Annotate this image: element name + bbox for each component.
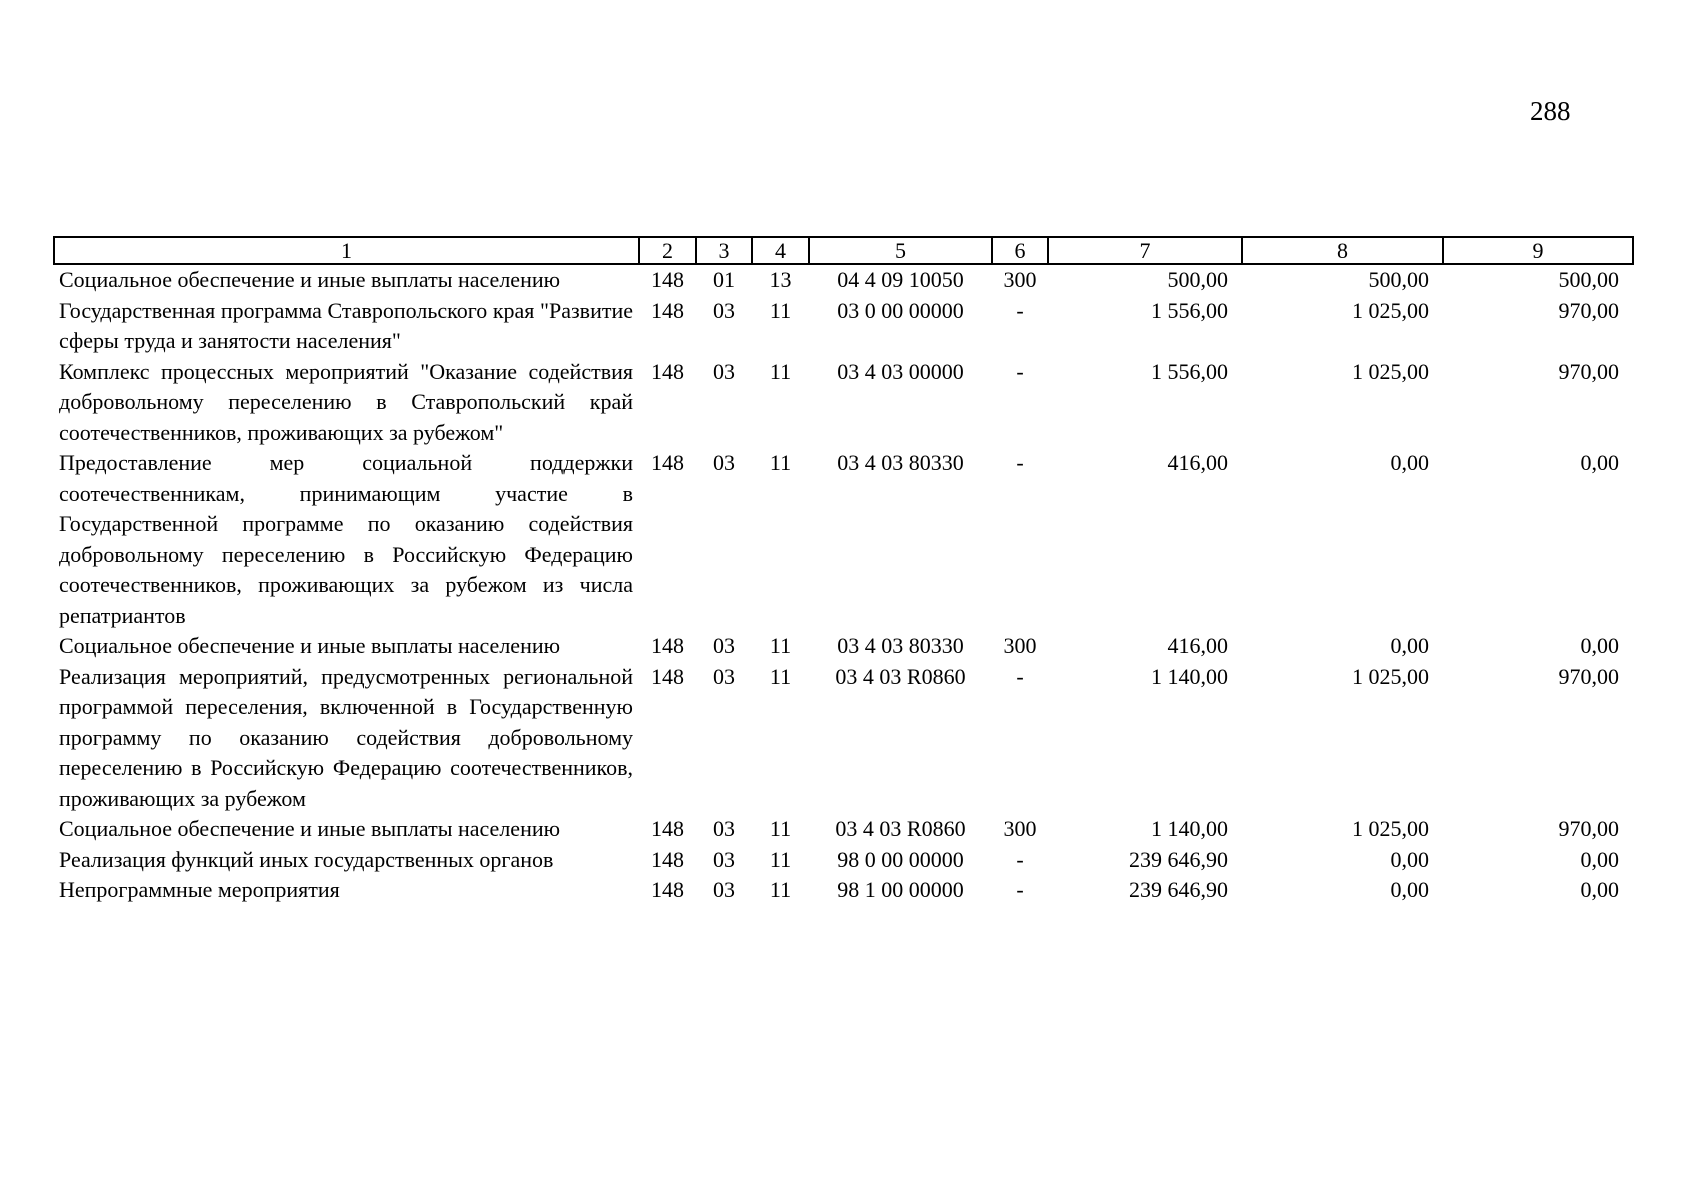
column-header: 9 [1443,237,1633,264]
table-row [54,448,1633,631]
row-name: Социальное обеспечение и иные выплаты населению [59,633,561,658]
cell-amount-8: 1 025,00 [1352,358,1429,384]
cell-ministry-code: 148 [651,846,684,872]
cell-expense-type: - [1016,450,1024,475]
cell-expense-type: - [1016,358,1024,384]
cell-subsection: 13 [769,267,792,292]
cell-amount-8: 0,00 [1390,877,1429,902]
column-header: 8 [1242,237,1443,264]
table-row [54,814,1633,845]
cell-section: 03 [713,816,735,841]
cell-subsection: 11 [769,358,792,384]
cell-amount-7: 416,00 [1167,633,1228,658]
column-header: 2 [639,237,696,264]
table-row [54,357,1633,449]
cell-section: 03 [713,846,735,872]
cell-ministry-code: 148 [651,297,684,323]
cell-target-article: 03 0 00 00000 [837,297,964,323]
column-header: 4 [752,237,809,264]
cell-ministry-code: 148 [651,663,684,689]
column-header: 3 [696,237,752,264]
row-name: Социальное обеспечение и иные выплаты населению [59,267,561,292]
cell-section: 03 [713,358,735,384]
cell-amount-8: 500,00 [1368,267,1429,292]
cell-amount-8: 1 025,00 [1352,663,1429,689]
row-name: Непрограммные мероприятия [59,877,340,902]
cell-expense-type: 300 [1003,633,1037,658]
cell-target-article: 98 0 00 00000 [837,846,964,872]
cell-section: 03 [713,633,735,658]
cell-amount-8: 1 025,00 [1352,816,1429,841]
cell-expense-type: 300 [1003,816,1037,841]
cell-amount-9: 500,00 [1558,267,1619,292]
cell-amount-7: 500,00 [1167,267,1228,292]
cell-target-article: 03 4 03 00000 [837,358,964,384]
column-header: 7 [1048,237,1242,264]
page-number: 288 [1530,96,1571,126]
cell-amount-9: 970,00 [1558,663,1619,689]
cell-section: 03 [713,877,735,902]
row-name: Реализация мероприятий, предусмотренных региональной программой переселения, включенной в Государственную программу по оказанию содействия добровольному переселению в Российскую Федерацию соотечественников, проживающих за рубежом [59,663,633,811]
cell-amount-9: 0,00 [1580,633,1619,658]
row-name: Предоставление мер социальной поддержки соотечественникам, принимающим участие в Государственной программе по оказанию содействия добровольному переселению в Российскую Федерацию соотечественников, проживающих за рубежом из числа репатриантов [59,450,633,628]
cell-amount-8: 0,00 [1390,450,1429,475]
cell-amount-9: 0,00 [1580,877,1619,902]
table-row [54,875,1633,906]
cell-section: 01 [713,267,735,292]
cell-target-article: 03 4 03 80330 [837,450,964,475]
cell-subsection: 11 [769,663,792,689]
header-row [54,237,1633,264]
cell-target-article: 04 4 09 10050 [837,267,964,292]
cell-section: 03 [713,297,735,323]
cell-ministry-code: 148 [651,877,684,902]
cell-expense-type: - [1016,297,1024,323]
cell-amount-8: 0,00 [1390,633,1429,658]
cell-section: 03 [713,450,735,475]
cell-amount-9: 0,00 [1580,846,1619,872]
cell-amount-9: 0,00 [1580,450,1619,475]
cell-subsection: 11 [769,297,792,323]
cell-amount-7: 239 646,90 [1129,846,1228,872]
cell-ministry-code: 148 [651,450,684,475]
cell-subsection: 11 [769,877,792,902]
cell-subsection: 11 [769,816,792,841]
cell-target-article: 03 4 03 80330 [837,633,964,658]
cell-target-article: 03 4 03 R0860 [835,816,966,841]
column-header: 5 [809,237,992,264]
cell-ministry-code: 148 [651,633,684,658]
row-name: Государственная программа Ставропольского края "Развитие сферы труда и занятости населения" [59,297,633,353]
table-row [54,845,1633,876]
cell-ministry-code: 148 [651,267,684,292]
table-row [54,631,1633,662]
cell-expense-type: - [1016,663,1024,689]
cell-amount-7: 1 556,00 [1151,358,1228,384]
cell-ministry-code: 148 [651,816,684,841]
cell-subsection: 11 [769,450,792,475]
cell-amount-7: 1 556,00 [1151,297,1228,323]
cell-target-article: 03 4 03 R0860 [835,663,966,689]
cell-amount-9: 970,00 [1558,816,1619,841]
row-name: Комплекс процессных мероприятий "Оказание содействия добровольному переселению в Ставропольский край соотечественников, проживающих за рубежом" [59,358,633,445]
cell-amount-8: 0,00 [1390,846,1429,872]
cell-amount-7: 1 140,00 [1151,816,1228,841]
cell-amount-7: 239 646,90 [1129,877,1228,902]
cell-expense-type: 300 [1003,267,1037,292]
cell-amount-8: 1 025,00 [1352,297,1429,323]
cell-amount-9: 970,00 [1558,358,1619,384]
cell-subsection: 11 [769,633,792,658]
cell-section: 03 [713,663,735,689]
row-name: Реализация функций иных государственных органов [59,846,554,872]
cell-amount-9: 970,00 [1558,297,1619,323]
column-header: 6 [992,237,1048,264]
cell-target-article: 98 1 00 00000 [837,877,964,902]
budget-table [53,236,1634,906]
cell-subsection: 11 [769,846,792,872]
table-row [54,296,1633,357]
column-header: 1 [54,237,639,264]
table-row [54,264,1633,296]
row-name: Социальное обеспечение и иные выплаты населению [59,816,561,841]
cell-amount-7: 1 140,00 [1151,663,1228,689]
cell-expense-type: - [1016,846,1024,872]
cell-ministry-code: 148 [651,358,684,384]
table-row [54,662,1633,815]
cell-amount-7: 416,00 [1167,450,1228,475]
cell-expense-type: - [1016,877,1024,902]
